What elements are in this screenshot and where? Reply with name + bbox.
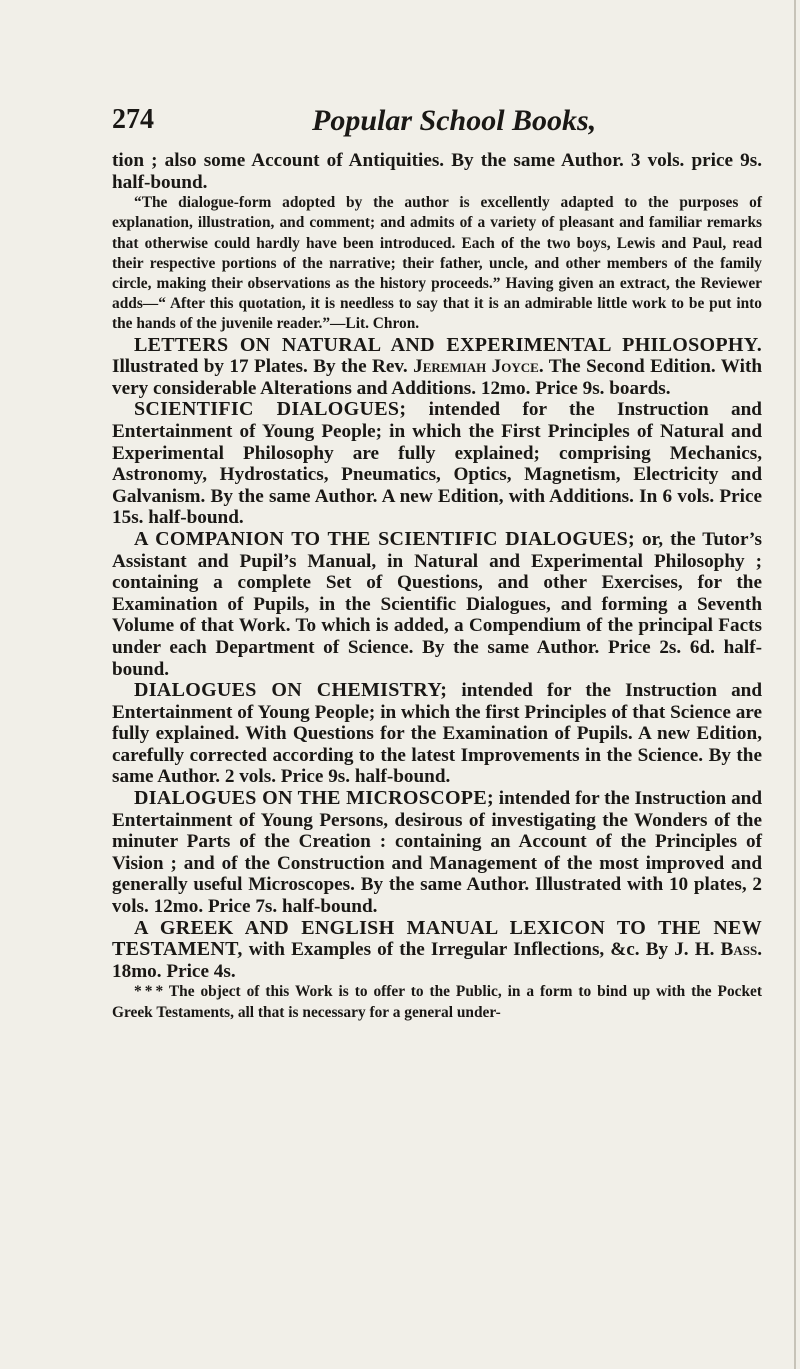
entry-text: Illustrated by 17 Plates. By the Rev. — [112, 356, 414, 378]
entry-greek-lexicon — [112, 918, 762, 983]
running-title: Popular School Books, — [312, 104, 597, 137]
entry-title: DIALOGUES ON CHEMISTRY; — [134, 679, 448, 702]
entry-text: intended for the Instruction and Entertainment of Young Persons, desirous of investigating the Wonders of the minuter Parts of the Creation : containing an Account of the Principles of Vision ; and of the Construction and Management of the most improved and generally useful Microscopes. By the same Author. Illustrated with 10 plates, 2 vols. 12mo. Price 7s. half-bound. — [112, 788, 763, 918]
entry-author: Jeremiah Joyce. — [413, 356, 544, 378]
page-header — [112, 104, 740, 144]
entry-companion — [112, 529, 762, 680]
entry-letters-philosophy — [112, 335, 762, 400]
entry-text: or, the Tutor’s Assistant and Pupil’s Manual, in Natural and Experimental Philosophy ; containing a complete Set of Questions, and other Exercises, for the Examination of Pupils, in the Scientific Dialogues, and forming a Seventh Volume of that Work. To which is added, a Compendium of the principal Facts under each Department of Science. By the same Author. Price 2s. 6d. half-bound. — [112, 528, 762, 680]
entry-text: with Examples of the Irregular Inflections, &c. By J. H. — [242, 939, 721, 961]
page-edge — [794, 0, 796, 1369]
page-number: 274 — [112, 104, 154, 135]
entry-microscope — [112, 788, 762, 918]
entry-text: 18mo. Price 4s. — [112, 960, 236, 982]
entry-text: intended for the Instruction and Entertainment of Young People; in which the First Principles of Natural and Experimental Philosophy are fully explained; comprising Mechanics, Astronomy, Hydrostatics, Pneumatics, Optics, Magnetism, Electricity and Galvanism. By the same Author. A new Edition, with Additions. In 6 vols. Price 15s. half-bound. — [112, 399, 762, 529]
entry-author: Bass. — [720, 939, 762, 961]
entry-title: DIALOGUES ON THE MICROSCOPE; — [134, 787, 494, 810]
entry-title: A GREEK AND ENGLISH MANUAL LEXICON TO THE NEW TESTAMENT, — [112, 916, 762, 961]
entry-text: intended for the Instruction and Entertainment of Young People; in which the first Principles of that Science are fully explained. With Questions for the Examination of Pupils. A new Edition, carefully corrected according to the latest Improvements in the Science. By the same Author. 2 vols. Price 9s. half-bound. — [112, 680, 762, 788]
entry-title: LETTERS ON NATURAL AND EXPERIMENTAL PHILOSOPHY. — [134, 333, 762, 356]
entry-title: SCIENTIFIC DIALOGUES; — [134, 398, 407, 421]
footnote: * * * The object of this Work is to offer to the Public, in a form to bind up with the Pocket Greek Testaments, all that is necessary for a general under- — [112, 983, 762, 1021]
body-text — [112, 150, 762, 1023]
review-quote: “The dialogue-form adopted by the author is excellently adapted to the purposes of explanation, illustration, and comment; and admits of a variety of pleasant and familiar remarks that otherwise could hardly have been introduced. Each of the two boys, Lewis and Paul, read their respective portions of the narrative; their father, uncle, and other members of the family circle, making their observations as the history proceeds.” Having given an extract, the Reviewer adds—“ After this quotation, it is needless to say that it is an admirable little work to be put into the hands of the juvenile reader.”—Lit. Chron. — [112, 194, 762, 333]
entry-scientific-dialogues — [112, 399, 762, 529]
entry-title: A COMPANION TO THE SCIENTIFIC DIALOGUES; — [134, 527, 635, 550]
entry-text: The Second Edition. With very considerable Alterations and Additions. 12mo. Price 9s. boards. — [112, 356, 763, 399]
continued-entry: tion ; also some Account of Antiquities. By the same Author. 3 vols. price 9s. half-bound. — [112, 150, 762, 193]
entry-chemistry — [112, 680, 762, 788]
